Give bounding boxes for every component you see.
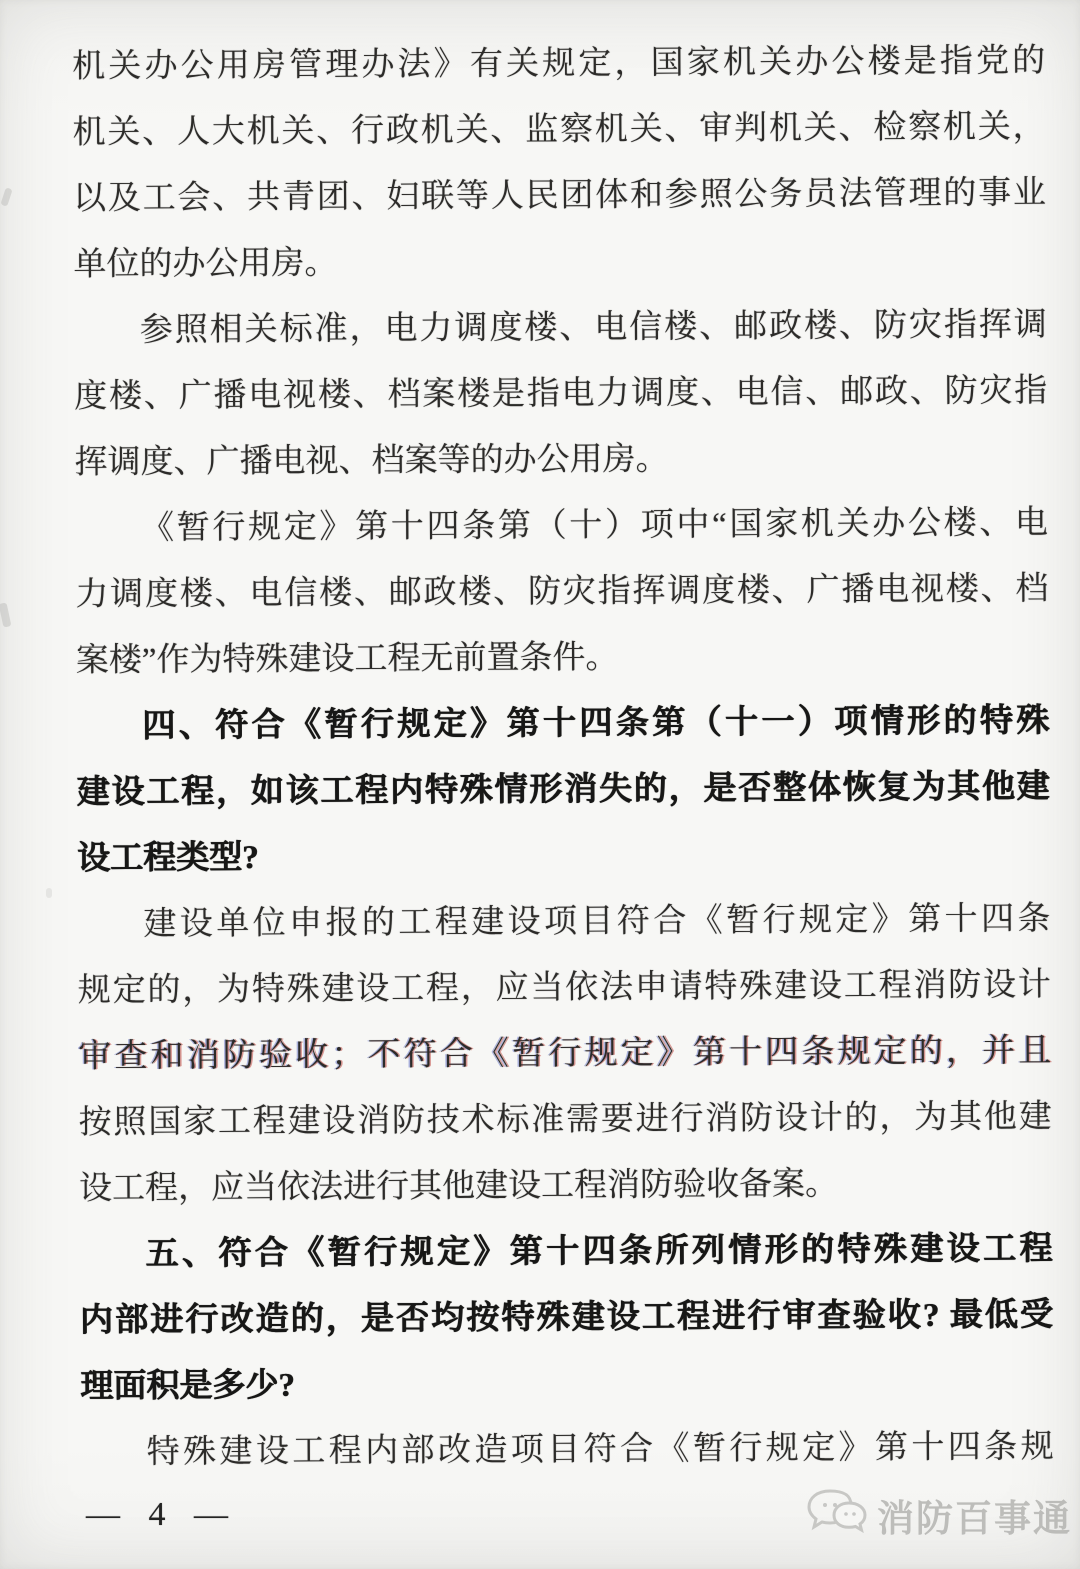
page-number: — 4 — xyxy=(86,1496,230,1533)
watermark xyxy=(805,1487,1072,1542)
section-heading-line: 五、符合《暂行规定》第十四条所列情形的特殊建设工程 xyxy=(145,1231,1053,1273)
section-heading-line: 建设工程，如该工程内特殊情形消失的，是否整体恢复为其他建 xyxy=(76,769,1050,811)
text-line: 审查和消防验收；不符合《暂行规定》第十四条规定的，并且 xyxy=(78,1033,1052,1075)
text-line: 机关、人大机关、行政机关、监察机关、审判机关、检察机关， xyxy=(72,109,1046,151)
text-line: 《暂行规定》第十四条第（十）项中“国家机关办公楼、电 xyxy=(140,505,1049,547)
text-line: 以及工会、共青团、妇联等人民团体和参照公务员法管理的事业 xyxy=(72,175,1047,217)
text-line: 参照相关标准，电力调度楼、电信楼、邮政楼、防灾指挥调 xyxy=(139,307,1047,349)
text-line: 案楼”作为特殊建设工程无前置条件。 xyxy=(75,639,619,679)
section-heading-line: 四、符合《暂行规定》第十四条第（十一）项情形的特殊 xyxy=(142,703,1050,745)
text-line: 按照国家工程建设消防技术标准需要进行消防设计的，为其他建 xyxy=(78,1099,1052,1141)
text-line: 设工程，应当依法进行其他建设工程消防验收备案。 xyxy=(78,1166,839,1207)
section-heading-line: 理面积是多少? xyxy=(80,1367,295,1405)
text-line: 建设单位申报的工程建设项目符合《暂行规定》第十四条 xyxy=(143,901,1051,943)
text-line: 单位的办公用房。 xyxy=(73,245,338,283)
scan-artifact xyxy=(0,602,11,627)
text-line: 机关办公用房管理办法》有关规定，国家机关办公楼是指党的 xyxy=(72,43,1046,85)
document-body xyxy=(72,28,1054,1486)
chat-bubbles-icon xyxy=(805,1487,869,1542)
scan-artifact xyxy=(46,888,52,898)
text-line: 规定的，为特殊建设工程，应当依法申请特殊建设工程消防设计 xyxy=(77,967,1051,1009)
scan-artifact xyxy=(0,187,12,206)
text-line: 度楼、广播电视楼、档案楼是指电力调度、电信、邮政、防灾指 xyxy=(74,373,1048,415)
watermark-label: 消防百事通 xyxy=(877,1498,1072,1540)
section-heading-line: 设工程类型? xyxy=(76,839,259,877)
text-line: 挥调度、广播电视、档案等的办公用房。 xyxy=(74,441,669,481)
section-heading-line: 内部进行改造的，是否均按特殊建设工程进行审查验收? 最低受 xyxy=(79,1297,1053,1339)
text-line: 特殊建设工程内部改造项目符合《暂行规定》第十四条规 xyxy=(146,1429,1054,1471)
text-line: 力调度楼、电信楼、邮政楼、防灾指挥调度楼、广播电视楼、档 xyxy=(75,571,1049,613)
